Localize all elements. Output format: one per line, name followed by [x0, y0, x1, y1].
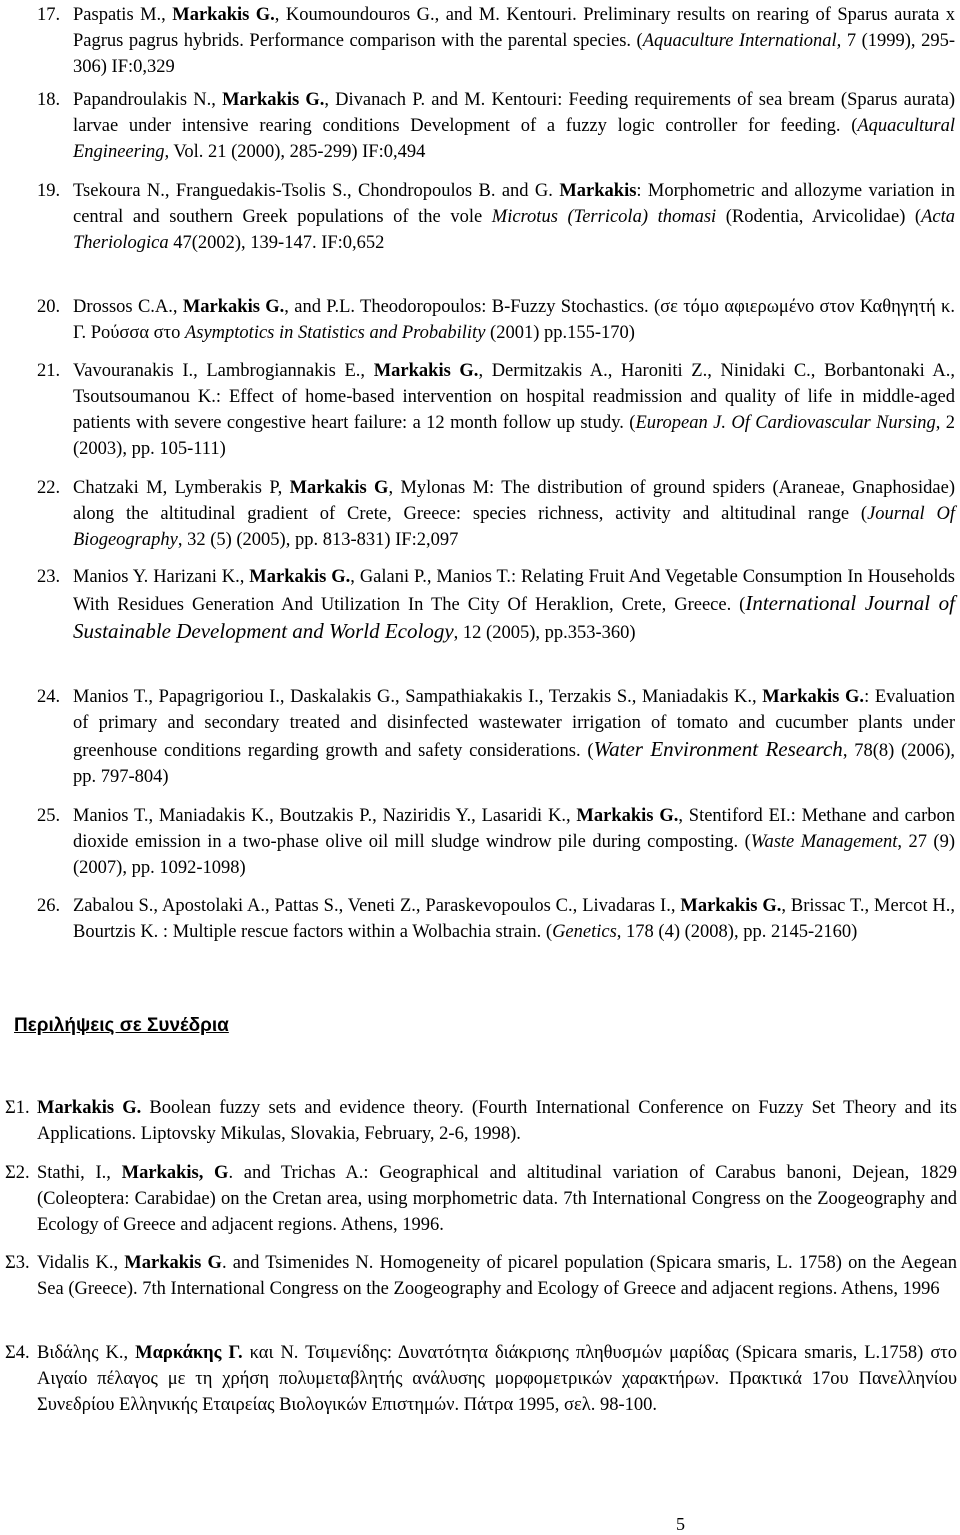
text-segment: , Galani P., Manios T.: Relating Fruit And Vegetable Consumption In Households With Residues Generation And Utilization In The City Of Heraklion, Crete, Greece. ( [73, 567, 955, 615]
author-highlight: Markakis, G [121, 1163, 229, 1183]
text-segment: Βιδάλης Κ., [37, 1343, 136, 1363]
reference-text [37, 564, 955, 646]
journal-title: Acta Theriologica [73, 207, 956, 253]
reference-number: 25. [37, 806, 61, 826]
text-segment: 47(2002), 139-147. IF:0,652 [168, 233, 385, 253]
conference-entry [5, 1095, 957, 1147]
conference-entry [5, 1250, 957, 1302]
author-highlight: Markakis G. [37, 1098, 142, 1118]
author-highlight: Markakis [559, 181, 637, 201]
journal-title: Genetics [552, 922, 617, 942]
conference-text [5, 1160, 957, 1238]
journal-title: International Journal of Sustainable Development and World Ecology [73, 591, 955, 643]
reference-number: 17. [37, 5, 61, 25]
author-highlight: Μαρκάκης Γ. [135, 1343, 243, 1363]
text-segment: . and Trichas A.: Geographical and altitudinal variation of Carabus banoni, Dejean, 1829 (Coleoptera: Carabidae) on the Cretan area, using morphometric data. 7th International Congress on the Zoogeography and Ecology of Greece and adjacent regions. Athens, 1996. [37, 1163, 957, 1235]
page-number: 5 [676, 1514, 685, 1534]
text-segment: Paspatis M., [73, 5, 173, 25]
reference-entry [37, 475, 955, 553]
conference-text [5, 1340, 957, 1418]
text-segment: Manios T., Maniadakis K., Boutzakis P., Naziridis Y., Lasaridi K., [73, 806, 577, 826]
reference-entry [37, 87, 955, 165]
reference-number: 24. [37, 687, 61, 707]
journal-title: European J. Of Cardiovascular Nursing [635, 413, 936, 433]
text-segment: , Stentiford EI.: Methane and carbon dioxide emission in a two-phase olive oil mill sludge windrow pile during composting. ( [73, 806, 956, 852]
reference-number: 18. [37, 90, 61, 110]
text-segment: : Evaluation of primary and secondary treated and disinfected wastewater irrigation of tomato and cucumber plants under greenhouse conditions regarding growth and safety considerations. ( [73, 687, 956, 761]
conference-text [5, 1250, 957, 1302]
reference-text [37, 684, 955, 790]
reference-number: 22. [37, 478, 61, 498]
text-segment: , Mylonas M: The distribution of ground spiders (Araneae, Gnaphosidae) along the altitudinal gradient of Crete, Greece: species richness, activity and altitudinal range ( [73, 478, 955, 524]
text-segment: Zabalou S., Apostolaki A., Pattas S., Veneti Z., Paraskevopoulos C., Livadaras I., [73, 896, 681, 916]
reference-entry [37, 358, 955, 462]
text-segment: Chatzaki M, Lymberakis P, [73, 478, 290, 498]
text-segment: (Rodentia, Arvicolidae) ( [716, 207, 922, 227]
reference-entry [37, 294, 955, 346]
conference-entry [5, 1340, 957, 1418]
text-segment: Vidalis K., [37, 1253, 125, 1273]
text-segment: Vavouranakis I., Lambrogiannakis E., [73, 361, 374, 381]
text-segment: Drossos C.A., [73, 297, 183, 317]
journal-title: Aquacultural Engineering, [73, 116, 955, 162]
journal-title: Water Environment Research [593, 737, 843, 761]
text-segment: (2001) pp.155-170) [485, 323, 635, 343]
reference-text [37, 803, 955, 881]
text-segment: , and P.L. Theodoropoulos: B-Fuzzy Stochastics. (σε τόμο αφιερωμένο στον Καθηγητή κ. Γ. Ρούσσα στο [73, 297, 955, 343]
author-highlight: Markakis G. [762, 687, 865, 707]
text-segment: , Divanach P. and M. Kentouri: Feeding requirements of sea bream (Sparus aurata) larvae under intensive rearing conditions Development of a fuzzy logic controller for feeding. ( [73, 90, 955, 136]
text-segment: Manios T., Papagrigoriou I., Daskalakis G., Sampathiakakis I., Terzakis S., Maniadakis K., [73, 687, 763, 707]
author-highlight: Markakis G. [373, 361, 479, 381]
text-segment: , Koumoundouros G., and M. Kentouri. Preliminary results on rearing of Sparus aurata x Pagrus pagrus hybrids. Performance comparison with the parental species. ( [73, 5, 956, 51]
journal-title: Microtus (Terricola) thomasi [491, 207, 717, 227]
reference-entry [37, 893, 955, 945]
author-highlight: Markakis G. [576, 806, 679, 826]
text-segment: Tsekoura N., Franguedakis-Tsolis S., Chondropoulos B. and G. [73, 181, 560, 201]
conference-entry [5, 1160, 957, 1238]
text-segment: , 32 (5) (2005), pp. 813-831) IF:2,097 [177, 530, 459, 550]
reference-number: 26. [37, 896, 61, 916]
reference-entry [37, 803, 955, 881]
reference-entry [37, 684, 955, 790]
text-segment: , Dermitzakis A., Haroniti Z., Ninidaki C., Borbantonaki A., Tsoutsoumanou K.: Effect of home-based intervention on hospital readmission and quality of life in middle-aged patients with severe congestive heart failure: a 12 month follow up study. ( [73, 361, 956, 433]
reference-text [37, 2, 955, 80]
reference-number: 19. [37, 181, 61, 201]
author-highlight: Markakis G. [680, 896, 782, 916]
reference-number: 23. [37, 567, 61, 587]
reference-number: 21. [37, 361, 61, 381]
text-segment: , 2 (2003), pp. 105-111) [73, 413, 956, 459]
text-segment: και Ν. Τσιμενίδης: Δυνατότητα διάκρισης πληθυσμών μαρίδας (Spicara smaris, L.1758) στο Αιγαίο πέλαγος με τη χρήση πολυμεταβλητής ανάλυσης μορφομετρικών χαρακτήρων. Πρακτικά 17ου Πανελληνίου Συνεδρίου Ελληνικής Εταιρείας Βιολογικών Επιστημών. Πάτρα 1995, σελ. 98-100. [37, 1343, 957, 1415]
author-highlight: Markakis G. [182, 297, 285, 317]
text-segment: 7 (1999), 295-306) IF:0,329 [73, 31, 955, 77]
section-heading: Περιλήψεις σε Συνέδρια [14, 1015, 229, 1036]
text-segment: . and Tsimenides N. Homogeneity of picarel population (Spicara smaris, L. 1758) on the Aegean Sea (Greece). 7th International Congress on the Zoogeography and Ecology of Greece and adjacent regions. Athens, 1996 [37, 1253, 958, 1299]
text-segment: , 27 (9) (2007), pp. 1092-1098) [73, 832, 956, 878]
text-segment: , 12 (2005), pp.353-360) [453, 623, 636, 643]
author-highlight: Markakis G. [172, 5, 275, 25]
text-segment: Papandroulakis N., [73, 90, 223, 110]
text-segment: : Morphometric and allozyme variation in central and southern Greek populations of the vole [73, 181, 955, 227]
conference-number: Σ4. [5, 1343, 30, 1363]
reference-entry [37, 178, 955, 256]
text-segment: , 178 (4) (2008), pp. 2145-2160) [616, 922, 858, 942]
reference-number: 20. [37, 297, 61, 317]
conference-text [5, 1095, 957, 1147]
reference-entry [37, 2, 955, 80]
text-segment: Vol. 21 (2000), 285-299) IF:0,494 [169, 142, 426, 162]
journal-title: Journal Of Biogeography [73, 504, 955, 550]
conference-number: Σ2. [5, 1163, 30, 1183]
reference-text [37, 178, 955, 256]
text-segment: Stathi, I., [37, 1163, 122, 1183]
text-segment: Manios Y. Harizani K., [73, 567, 250, 587]
journal-title: Waste Management [750, 832, 898, 852]
reference-text [37, 358, 955, 462]
journal-title: Aquaculture International, [642, 31, 842, 51]
reference-entry [37, 564, 955, 646]
text-segment: Boolean fuzzy sets and evidence theory. (Fourth International Conference on Fuzzy Set Theory and its Applications. Liptovsky Mikulas, Slovakia, February, 2-6, 1998). [37, 1098, 958, 1144]
reference-text [37, 475, 955, 553]
journal-title: Asymptotics in Statistics and Probability [184, 323, 486, 343]
author-highlight: Markakis G [289, 478, 389, 498]
text-segment: , Brissac T., Mercot H., Bourtzis K. : Multiple rescue factors within a Wolbachia strain. ( [73, 896, 955, 942]
author-highlight: Markakis G [124, 1253, 222, 1273]
conference-number: Σ3. [5, 1253, 30, 1273]
conference-number: Σ1. [5, 1098, 30, 1118]
reference-text [37, 294, 955, 346]
reference-text [37, 893, 955, 945]
text-segment: , 78(8) (2006), pp. 797-804) [73, 741, 955, 787]
author-highlight: Markakis G. [249, 567, 351, 587]
reference-text [37, 87, 955, 165]
author-highlight: Markakis G. [222, 90, 325, 110]
